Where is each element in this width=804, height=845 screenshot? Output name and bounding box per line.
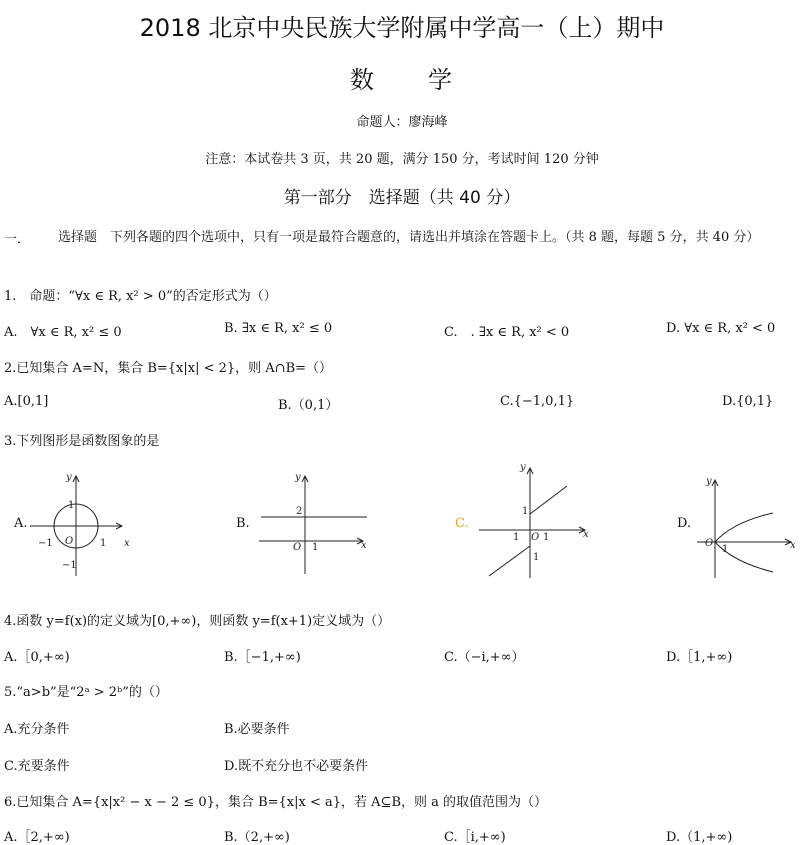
- graph-a-circle: [30, 470, 130, 580]
- question-4-stem: 4.函数 y=f(x)的定义域为[0,+∞)，则函数 y=f(x+1)定义域为（）: [4, 614, 391, 629]
- question-5-option-d: D.既不充分也不必要条件: [224, 759, 369, 774]
- graph-c-x-neg-one: 1: [513, 532, 520, 543]
- question-6-option-b: B.（2,+∞): [224, 830, 290, 845]
- question-3-option-b-label: B.: [236, 516, 250, 531]
- question-1-option-d: D. ∀x ∈ R, x² < 0: [666, 321, 776, 336]
- graph-b-y-two: 2: [296, 506, 303, 517]
- question-4-option-c: C.（−i,+∞）: [444, 650, 525, 665]
- question-4-option-a: A.［0,+∞): [4, 650, 70, 665]
- part-heading: 第一部分 选择题（共 40 分）: [283, 188, 521, 208]
- graph-d-x-one: 1: [722, 544, 729, 555]
- graph-d-y-label: y: [706, 476, 712, 487]
- graph-a-x-label: x: [124, 538, 130, 549]
- exam-author: 命题人：廖海峰: [356, 115, 448, 130]
- question-5-option-c: C.充要条件: [4, 759, 70, 774]
- graph-a-y-one: 1: [68, 500, 75, 511]
- graph-c-y-neg-one: 1: [533, 552, 540, 563]
- question-1-option-b: B. ∃x ∈ R, x² ≤ 0: [224, 321, 333, 336]
- question-3-option-d-label: D.: [677, 516, 692, 531]
- graph-b-origin: O: [293, 542, 302, 553]
- graph-a-y-label: y: [66, 472, 72, 483]
- question-5-stem: 5.“a>b”是“2ᵃ > 2ᵇ”的（）: [4, 685, 168, 700]
- exam-title: 2018 北京中央民族大学附属中学高一（上）期中: [139, 14, 665, 42]
- question-5-option-b: B.必要条件: [224, 722, 290, 737]
- question-6-option-a: A.［2,+∞): [4, 830, 70, 845]
- exam-notice: 注意：本试卷共 3 页，共 20 题，满分 150 分，考试时间 120 分钟: [205, 152, 599, 167]
- section-instructions: 选择题 下列各题的四个选项中，只有一项是最符合题意的，请选出并填涂在答题卡上。（共 8 题，每题 5 分，共 40 分）: [58, 230, 760, 245]
- graph-c-x-label: x: [583, 529, 589, 540]
- question-2-option-b: B.（0,1）: [278, 398, 339, 413]
- graph-b-y-label: y: [295, 472, 301, 483]
- question-2-stem: 2.已知集合 A=N，集合 B={x|x| < 2}，则 A∩B=（）: [4, 361, 333, 376]
- question-4-option-d: D.［1,+∞): [666, 650, 733, 665]
- question-2-option-d: D.{0,1}: [722, 394, 774, 409]
- question-6-stem: 6.已知集合 A={x|x² − x − 2 ≤ 0}，集合 B={x|x < a}，若 A⊆B，则 a 的取值范围为（）: [4, 795, 548, 810]
- question-6-option-c: C.［i,+∞): [444, 830, 506, 845]
- graph-d-sideways-parabola: [695, 472, 800, 582]
- exam-subject: 数 学: [350, 66, 454, 94]
- graph-c-origin: O: [531, 532, 540, 543]
- question-2-option-c: C.{−1,0,1}: [500, 394, 575, 409]
- graph-d-x-label: x: [790, 540, 796, 551]
- graph-c-two-rays: [475, 460, 595, 582]
- graph-c-y-label: y: [520, 462, 526, 473]
- graph-b-x-label: x: [361, 540, 367, 551]
- graph-a-x-one: 1: [100, 538, 107, 549]
- question-3-option-c-label: C.: [455, 516, 469, 531]
- graph-a-y-neg-one: −1: [62, 560, 77, 571]
- question-1-option-a: A. ∀x ∈ R, x² ≤ 0: [4, 325, 122, 340]
- question-3-option-a-label: A.: [14, 516, 28, 531]
- graph-c-x-one: 1: [543, 532, 550, 543]
- question-5-option-a: A.充分条件: [4, 722, 70, 737]
- graph-c-y-one: 1: [522, 506, 529, 517]
- question-1-option-c: C. . ∃x ∈ R, x² < 0: [444, 325, 570, 340]
- question-1-stem: 1. 命题：“∀x ∈ R, x² > 0”的否定形式为（）: [4, 289, 277, 304]
- question-3-stem: 3.下列图形是函数图象的是: [4, 434, 160, 449]
- graph-d-origin: O: [705, 538, 714, 549]
- section-number: 一．: [4, 232, 31, 247]
- question-4-option-b: B.［−1,+∞): [224, 650, 301, 665]
- graph-b-horizontal-line: [255, 468, 375, 578]
- question-2-option-a: A.[0,1]: [4, 394, 49, 409]
- question-6-option-d: D.（1,+∞): [666, 830, 733, 845]
- graph-b-x-one: 1: [312, 542, 319, 553]
- graph-a-x-neg-one: −1: [38, 538, 53, 549]
- graph-a-origin: O: [65, 536, 74, 547]
